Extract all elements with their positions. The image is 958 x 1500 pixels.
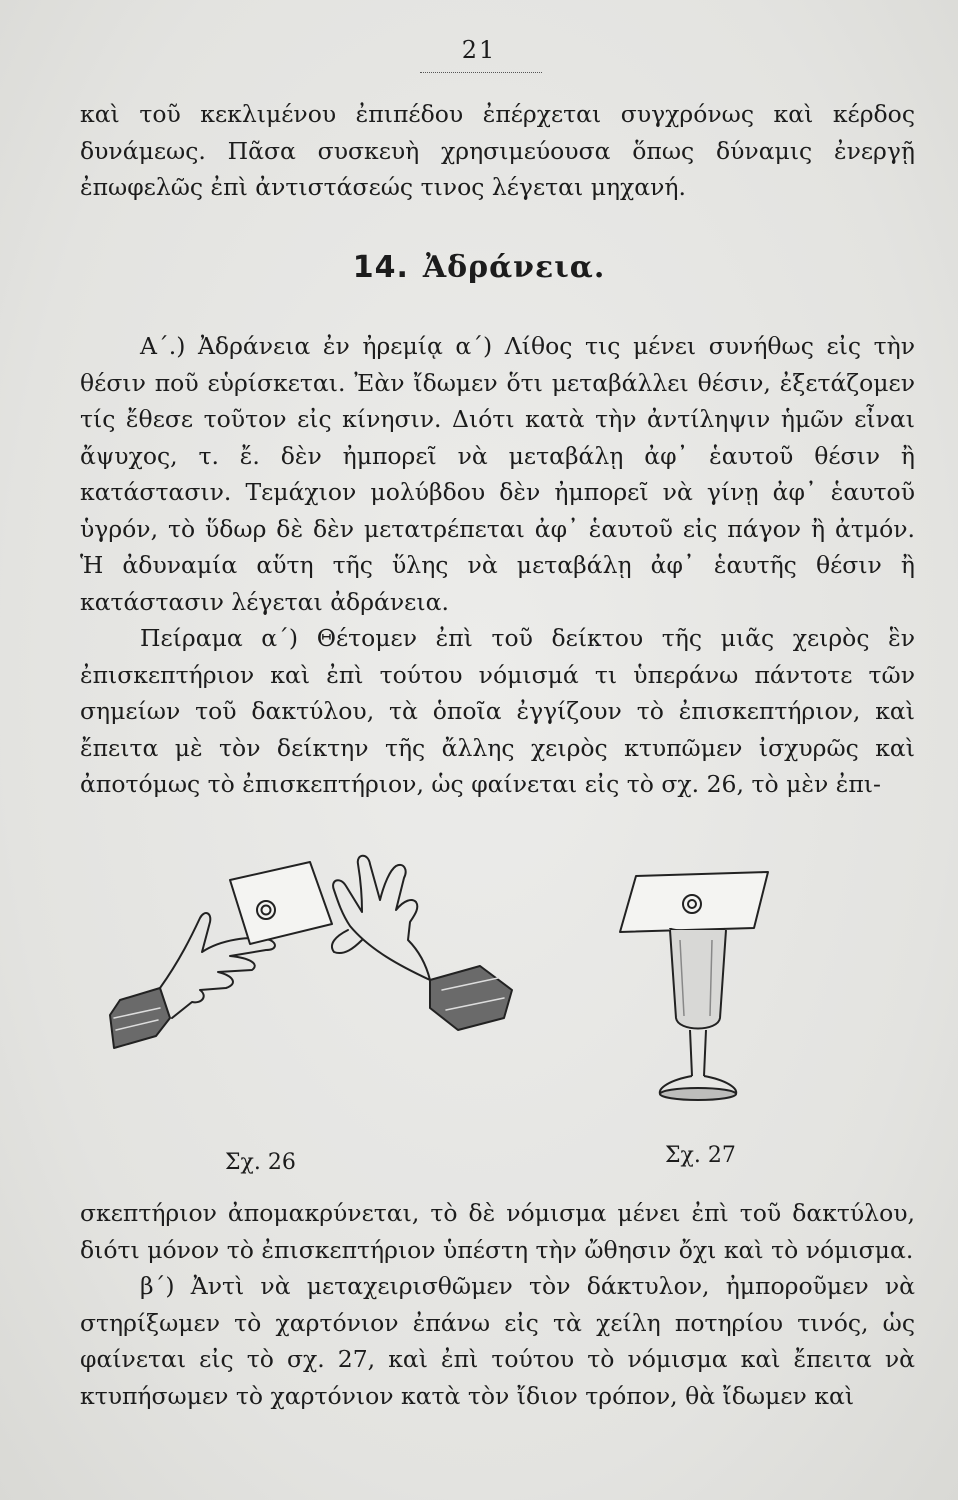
paragraph-experiment-a-result: σκεπτήριον ἀπομακρύνεται, τὸ δὲ νόμισμα μένει ἐπὶ τοῦ δακτύλου, διότι μόνον τὸ ἐπισκεπτήριον ὑπέστη τὴν ὤθησιν ὄχι καὶ τὸ νόμισμα. (80, 1199, 915, 1264)
section-heading (0, 250, 958, 285)
figure-26-caption: Σχ. 26 (225, 1150, 296, 1175)
figure-26-hands-card-illustration (100, 840, 530, 1140)
figure-27-goblet-card-illustration (600, 848, 800, 1148)
figure-27-caption: Σχ. 27 (665, 1143, 736, 1168)
section-number: 14. (352, 250, 409, 285)
text-block-continuation (80, 1195, 915, 1414)
paragraph-experiment-b: β΄) Ἀντὶ νὰ μεταχειρισθῶμεν τὸν δάκτυλον, ἠμποροῦμεν νὰ στηρίξωμεν τὸ χαρτόνιον ἐπάνω εἰς τὰ χείλη ποτηρίου τινός, ὡς φαίνεται εἰς τὸ σχ. 27, καὶ ἐπὶ τούτου τὸ νόμισμα καὶ ἔπειτα νὰ κτυπήσωμεν τὸ χαρτόνιον κατὰ τὸν ἴδιον τρόπον, θὰ ἴδωμεν καὶ (80, 1272, 915, 1410)
section-title: Ἀδράνεια. (422, 250, 606, 285)
header-rule (420, 72, 542, 73)
paragraph-inertia-definition: Α΄.) Ἀδράνεια ἐν ἠρεμίᾳ α΄) Λίθος τις μένει συνήθως εἰς τὴν θέσιν ποῦ εὑρίσκεται. Ἐὰν ἴδωμεν ὅτι μεταβάλλει θέσιν, ἐξετάζομεν τίς ἔθεσε τοῦτον εἰς κίνησιν. Διότι κατὰ τὴν ἀντίληψιν ἡμῶν εἶναι ἄψυχος, τ. ἔ. δὲν ἠμπορεῖ νὰ μεταβάλῃ ἀφ᾽ ἑαυτοῦ θέσιν ἢ κατάστασιν. Τεμάχιον μολύβδου δὲν ἠμπορεῖ νὰ γίνῃ ἀφ᾽ ἑαυτοῦ ὑγρόν, τὸ ὕδωρ δὲ δὲν μετατρέπεται ἀφ᾽ ἑαυτοῦ εἰς πάγον ἢ ἀτμόν. Ἡ ἀδυναμία αὕτη τῆς ὕλης νὰ μεταβάλῃ ἀφ᾽ ἑαυτῆς θέσιν ἢ κατάστασιν λέγεται ἀδράνεια. (80, 332, 915, 616)
paragraph-continuation: καὶ τοῦ κεκλιμένου ἐπιπέδου ἐπέρχεται συγχρόνως καὶ κέρδος δυνάμεως. Πᾶσα συσκευὴ χρησιμεύουσα ὅπως δύναμις ἐνεργῇ ἐπωφελῶς ἐπὶ ἀντιστάσεώς τινος λέγεται μηχανή. (80, 100, 915, 201)
text-block-intro (80, 96, 915, 206)
text-block-main (80, 328, 915, 803)
paragraph-experiment-a: Πείραμα α΄) Θέτομεν ἐπὶ τοῦ δείκτου τῆς μιᾶς χειρὸς ἓν ἐπισκεπτήριον καὶ ἐπὶ τούτου νόμισμά τι ὑπεράνω πάντοτε τῶν σημείων τοῦ δακτύλου, τὰ ὁποῖα ἐγγίζουν τὸ ἐπισκεπτήριον, καὶ ἔπειτα μὲ τὸν δείκτην τῆς ἄλλης χειρὸς κτυπῶμεν ἰσχυρῶς καὶ ἀποτόμως τὸ ἐπισκεπτήριον, ὡς φαίνεται εἰς τὸ σχ. 26, τὸ μὲν ἐπι- (80, 624, 915, 798)
page-number: 21 (461, 36, 497, 64)
